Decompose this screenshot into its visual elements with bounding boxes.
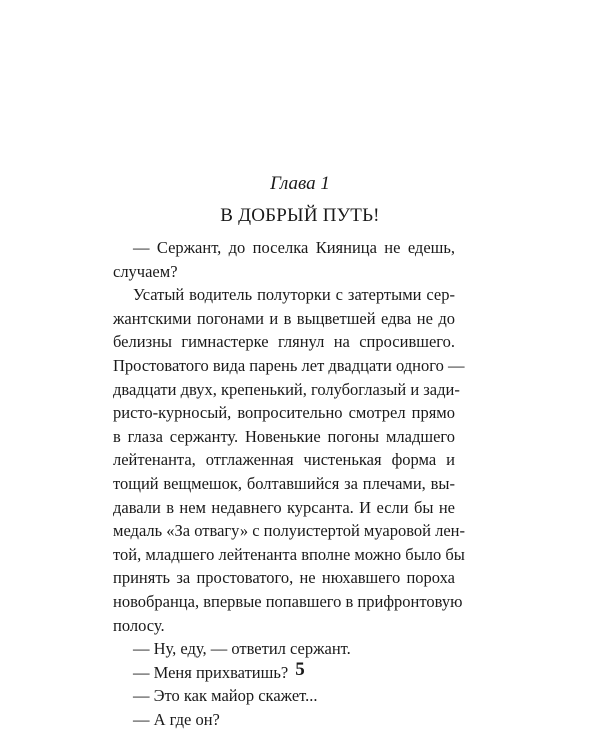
text-line: Простоватого вида парень лет двадцати одного —: [113, 355, 465, 375]
text-line: тощий вещмешок, болтавшийся за плечами, вы-: [113, 473, 455, 493]
text-line: новобранца, впервые попавшего в прифронтовую: [113, 591, 463, 611]
text-line: случаем?: [113, 261, 178, 281]
text-line: — А где он?: [133, 709, 220, 729]
chapter-title: В ДОБРЫЙ ПУТЬ!: [220, 205, 380, 226]
text-line: той, младшего лейтенанта вполне можно было бы: [113, 544, 465, 564]
text-line: — Ну, еду, — ответил сержант.: [133, 639, 351, 659]
text-line: лейтенанта, отглаженная чистенькая форма и: [113, 450, 455, 470]
chapter-label: Глава 1: [270, 173, 330, 194]
text-line: в глаза сержанту. Новенькие погоны младшего: [113, 426, 455, 446]
text-line: — Сержант, до поселка Кияница не едешь,: [133, 238, 455, 257]
text-line: Усатый водитель полуторки с затертыми сер-: [133, 285, 455, 305]
text-line: принять за простоватого, не нюхавшего пороха: [113, 568, 455, 588]
text-line: жантскими погонами и в выцветшей едва не до: [113, 308, 455, 328]
text-line: белизны гимнастерке глянул на спросившего.: [113, 332, 455, 352]
text-line: двадцати двух, крепенький, голубоглазый и зади-: [113, 379, 460, 399]
text-line: давали в нем недавнего курсанта. И если бы не: [113, 497, 455, 517]
text-line: ристо-курносый, вопросительно смотрел прямо: [113, 403, 455, 423]
text-line: медаль «За отвагу» с полуистертой муаровой лен-: [113, 521, 465, 541]
text-line: — Меня прихватишь?: [133, 662, 289, 682]
text-line: — Это как майор скажет...: [133, 686, 318, 706]
page-number: 5: [295, 659, 305, 680]
text-line: полосу.: [113, 615, 165, 635]
